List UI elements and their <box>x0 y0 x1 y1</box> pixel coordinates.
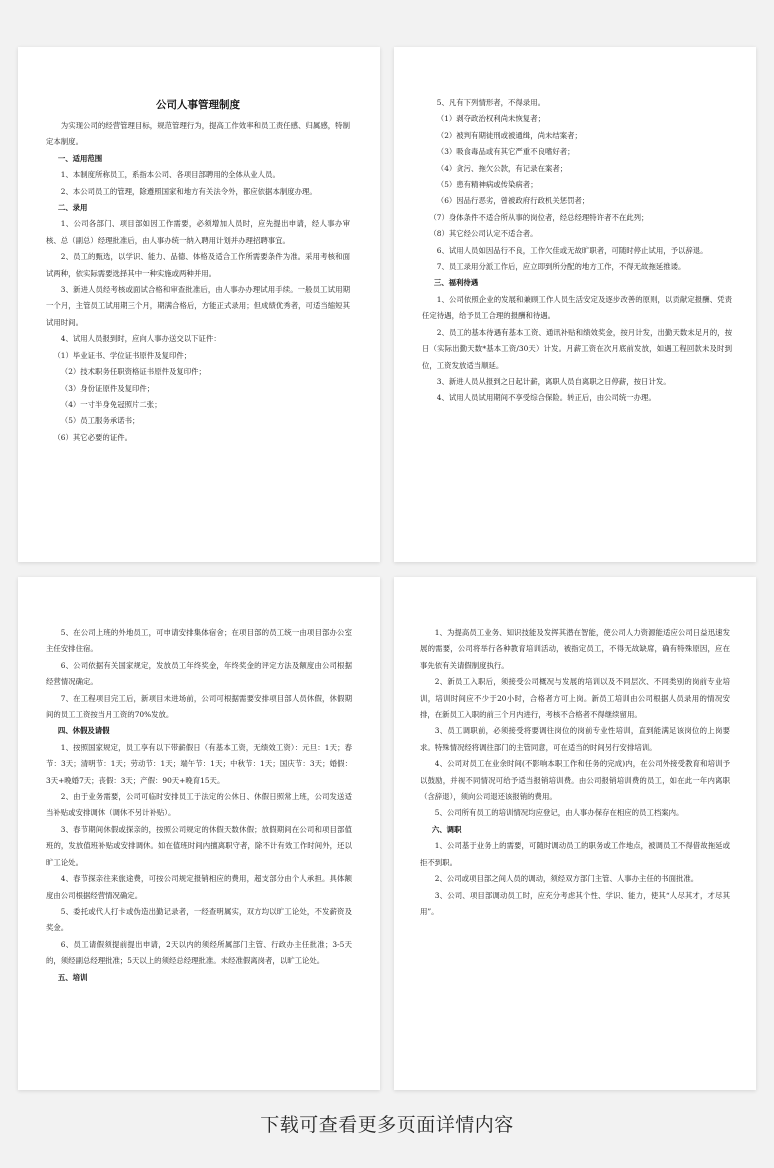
section-heading: 五、培训 <box>57 972 88 982</box>
download-more-prompt[interactable]: 下载可查看更多页面详情内容 <box>260 1114 514 1136</box>
paragraph: 2、由于业务需要，公司可临时安排员工于法定的公休日、休假日照常上班，公司发送适当补贴或安排调休（调休不另计补贴）。 <box>46 792 352 818</box>
section-heading: 六、调职 <box>431 824 462 834</box>
paragraph: （2）被判有期徒刑或被通缉，尚未结案者； <box>436 130 582 140</box>
paragraph: 4、公司对员工在业余时间(不影响本职工作和任务的完成)内，在公司外接受教育和培训予以鼓励，并视不同情况可给予适当报销培训费。由公司报销培训费的员工，如在此一年内离职（含辞退），须向公司退还该报销的费用。 <box>420 759 730 802</box>
paragraph: （1）毕业证书、学位证书原件及复印件； <box>53 350 192 360</box>
paragraph: （1）剥夺政治权利尚未恢复者； <box>436 114 545 124</box>
paragraph: 6、员工请假须提前提出申请，2天以内的须经所属部门主管、行政办主任批准；3-5天的，须经副总经理批准；5天以上的须经总经理批准。未经准假离岗者，以旷工论处。 <box>46 939 352 966</box>
paragraph: （3）吸食毒品或有其它严重不良嗜好者； <box>436 147 575 157</box>
paragraph: （6）其它必要的证件。 <box>53 432 133 442</box>
paragraph: 1、本制度所称员工，系指本公司、各项目部聘用的全体从业人员。 <box>60 170 280 180</box>
paragraph: （8）其它经公司认定不适合者。 <box>429 229 538 239</box>
page-1-body <box>46 118 350 446</box>
page-4-body <box>420 625 730 920</box>
paragraph: 5、凡有下列情形者，不得录用。 <box>436 98 545 107</box>
document-page-4 <box>394 577 756 1090</box>
paragraph: 1、为提高员工业务、知识技能及发挥其潜在智能，使公司人力资源能适应公司日益迅速发展的需要，公司将举行各种教育培训活动，被指定员工，不得无故缺席，确有特殊原因，应在事先依有关请假制度执行。 <box>420 628 730 670</box>
paragraph: （4）贪污、拖欠公款，有记录在案者； <box>436 163 568 173</box>
paragraph: 3、新进人员从报到之日起计薪，离职人员自离职之日停薪，按日计发。 <box>436 376 671 386</box>
paragraph: 1、按照国家规定，员工享有以下带薪假日（有基本工资，无绩效工资）：元旦：1天；春节：3天；清明节：1天；劳动节：1天；端午节：1天；中秋节：1天；国庆节：3天；婚假：3天+晚婚7天；丧假：3天；产假：90天+晚育15天。 <box>46 742 352 785</box>
paragraph: 5、委托或代人打卡或伪造出勤记录者，一经查明属实，双方均以旷工论处，不发薪资及奖金。 <box>46 906 352 933</box>
paragraph: 为实现公司的经营管理目标，规范管理行为，提高工作效率和员工责任感、归属感，特制定本制度。 <box>46 121 350 147</box>
paragraph: （7）身体条件不适合所从事的岗位者，经总经理特许者不在此列； <box>429 212 649 222</box>
paragraph: 1、公司各部门、项目部如因工作需要，必须增加人员时，应先提出申请，经人事办审核、总（副总）经理批准后，由人事办统一纳入聘用计划并办理招聘事宜。 <box>46 219 350 245</box>
paragraph: （5）员工服务承诺书； <box>60 416 140 426</box>
paragraph: 4、试用人员报到时，应向人事办送交以下证件： <box>60 334 221 344</box>
paragraph: （4）一寸半身免冠照片二张； <box>60 399 162 409</box>
paragraph: 6、公司依据有关国家规定，发放员工年终奖金，年终奖金的评定方法及额度由公司根据经营情况确定。 <box>46 660 352 687</box>
paragraph: （2）技术职务任职资格证书原件及复印件； <box>60 367 206 377</box>
paragraph: 3、春节期间休假或探亲的，按照公司规定的休假天数休假；放假期间在公司和项目部值班的，发放值班补贴或安排调休。如在值班时间内擅离职守者，除不计有效工作时间外，还以旷工论处。 <box>46 824 352 867</box>
section-heading: 一、适用范围 <box>57 153 103 163</box>
paragraph: 1、公司基于业务上的需要，可随时调动员工的职务或工作地点，被调员工不得借故拖延或拒不到职。 <box>420 841 730 867</box>
paragraph: 2、员工的甄选，以学识、能力、品德、体格及适合工作所需要条件为准。采用考核和面试两种，依实际需要选择其中一种实施或两种并用。 <box>46 252 350 278</box>
paragraph: （3）身份证原件及复印件； <box>60 383 155 393</box>
paragraph: 3、新进人员经考核或面试合格和审查批准后，由人事办办理试用手续。一般员工试用期一个月，主管员工试用期三个月，期满合格后，方能正式录用；但成绩优秀者，可适当缩短其试用时间。 <box>46 285 350 327</box>
paragraph: 2、新员工入职后，须接受公司概况与发展的培训以及不同层次、不同类别的岗前专业培训，培训时间应不少于20小时，合格者方可上岗。新员工培训由公司根据人员录用的情况安排，在新员工入职的前三个月内进行，考核不合格者不得继续留用。 <box>420 677 730 720</box>
paragraph: 2、公司或项目部之间人员的调动，须经双方部门主管、人事办主任的书面批准。 <box>434 874 699 884</box>
section-heading: 三、福利待遇 <box>433 278 479 288</box>
paragraph: 3、员工调职前，必须接受将要调往岗位的岗前专业性培训，直到能满足该岗位的上岗要求。特殊情况经将调往部门的主管同意，可在适当的时间另行安排培训。 <box>420 726 730 752</box>
paragraph: 5、在公司上班的外地员工，可申请安排集体宿舍；在项目部的员工统一由项目部办公室主任安排住宿。 <box>46 628 352 654</box>
page-3-body <box>46 625 352 986</box>
paragraph: 3、公司、项目部调动员工时，应充分考虑其个性、学识、能力，使其“人尽其才，才尽其用”。 <box>420 890 730 916</box>
paragraph: 4、试用人员试用期间不享受综合保险。转正后，由公司统一办理。 <box>436 393 656 403</box>
paragraph: 5、公司所有员工的培训情况均应登记，由人事办保存在相应的员工档案内。 <box>434 808 684 818</box>
paragraph: 2、本公司员工的管理，除遵照国家和地方有关法令外，都应依据本制度办理。 <box>60 186 317 196</box>
document-page-2 <box>394 47 756 562</box>
section-heading: 四、休假及请假 <box>57 726 110 736</box>
paragraph: 1、公司依照企业的发展和兼顾工作人员生活安定及逐步改善的原则，以贡献定报酬、凭责任定待遇，给予员工合理的报酬和待遇。 <box>422 294 732 321</box>
paragraph: 6、试用人员如因品行不良，工作欠佳或无故旷职者，可随时停止试用，予以辞退。 <box>436 245 708 255</box>
page-2-body <box>422 95 732 407</box>
document-page-3 <box>18 577 380 1090</box>
document-page-1 <box>18 47 380 562</box>
paragraph: （5）患有精神病或传染病者； <box>436 180 538 190</box>
paragraph: 7、员工录用分派工作后，应立即到所分配的地方工作，不得无故拖延推诿。 <box>436 262 686 272</box>
paragraph: 2、员工的基本待遇有基本工资、通讯补贴和绩效奖金，按月计发，出勤天数未足月的，按日（实际出勤天数*基本工资/30天）计发。月薪工资在次月底前发放，如遇工程回款未及时到位，工资发放适当顺延。 <box>422 327 732 370</box>
paragraph: 4、春节探亲往来旅途费，可按公司规定报销相应的费用，超支部分由个人承担。具体额度由公司根据经营情况确定。 <box>46 874 352 900</box>
document-title: 公司人事管理制度 <box>156 99 240 111</box>
section-heading: 二、录用 <box>57 203 88 213</box>
paragraph: （6）因品行恶劣，曾被政府行政机关惩罚者； <box>436 196 590 206</box>
paragraph: 7、在工程项目完工后，新项目未进场前，公司可根据需要安排项目部人员休假，休假期间的员工工资按当月工资的70%发放。 <box>46 693 352 720</box>
